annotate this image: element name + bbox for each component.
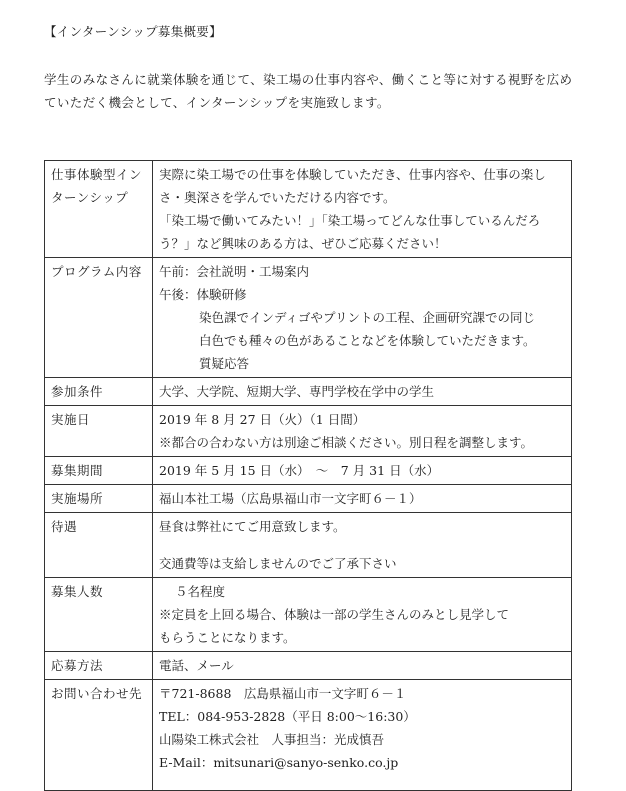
value-line: 昼食は弊社にてご用意致します。 — [159, 519, 346, 534]
contact-tel: TEL：084-953-2828（平日 8:00～16:30） — [159, 709, 416, 724]
value-line: う？」など興味のある方は、ぜひご応募ください！ — [159, 236, 447, 251]
row-period — [45, 457, 572, 485]
row-label: 実施場所 — [45, 485, 153, 513]
value-line: 大学、大学院、短期大学、専門学校在学中の学生 — [159, 384, 435, 399]
row-label: 応募方法 — [45, 652, 153, 680]
value-line: 2019 年 8 月 27 日（火）（1 日間） — [159, 412, 366, 427]
row-value — [153, 578, 572, 652]
row-recruit — [45, 578, 572, 652]
row-contact — [45, 680, 572, 791]
row-value — [153, 513, 572, 578]
row-program — [45, 258, 572, 378]
intro-paragraph — [44, 68, 592, 114]
row-job-experience — [45, 161, 572, 258]
row-label: 募集人数 — [45, 578, 153, 652]
value-line: 2019 年 5 月 15 日（水） ～ 7 月 31 日（水） — [159, 463, 440, 478]
spacer — [159, 774, 566, 788]
row-label: 待遇 — [45, 513, 153, 578]
value-line: ５名程度 — [175, 584, 226, 599]
value-line: ※都合の合わない方は別途ご相談ください。別日程を調整します。 — [159, 435, 534, 450]
intro-line: ていただく機会として、インターンシップを実施致します。 — [44, 95, 390, 110]
row-value — [153, 406, 572, 457]
row-value — [153, 680, 572, 791]
row-label — [45, 161, 153, 258]
row-label: 参加条件 — [45, 378, 153, 406]
value-line: 福山本社工場（広島県福山市一文字町６－１） — [159, 491, 422, 506]
row-place — [45, 485, 572, 513]
contact-email: E-Mail：mitsunari@sanyo-senko.co.jp — [159, 755, 399, 770]
value-line: 実際に染工場での仕事を体験していただき、仕事内容や、仕事の楽し — [159, 167, 546, 182]
document-heading: 【インターンシップ募集概要】 — [44, 24, 222, 39]
contact-address: 〒721-8688 広島県福山市一文字町６－１ — [159, 686, 407, 701]
value-line: さ・奥深さを学んでいただける内容です。 — [159, 190, 396, 205]
value-line: 電話、メール — [159, 658, 234, 673]
row-value — [153, 485, 572, 513]
row-treatment — [45, 513, 572, 578]
row-label: プログラム内容 — [45, 258, 153, 378]
value-line: ※定員を上回る場合、体験は一部の学生さんのみとし見学して — [159, 607, 510, 622]
value-line: 白色でも種々の色があることなどを体験していただきます。 — [199, 333, 536, 348]
row-date — [45, 406, 572, 457]
intro-line: 学生のみなさんに就業体験を通じて、染工場の仕事内容や、働くこと等に対する視野を広め — [44, 72, 573, 87]
row-value — [153, 378, 572, 406]
spacer — [159, 538, 566, 552]
row-apply — [45, 652, 572, 680]
internship-info-table — [44, 160, 572, 791]
row-value — [153, 652, 572, 680]
value-line: 質疑応答 — [199, 356, 250, 371]
label-line: ターンシップ — [51, 190, 129, 205]
row-label: 実施日 — [45, 406, 153, 457]
value-line: 交通費等は支給しませんのでご了承下さい — [159, 556, 397, 571]
value-line: 「染工場で働いてみたい！」「染工場ってどんな仕事しているんだろ — [159, 213, 541, 228]
value-line: 午前：会社説明・工場案内 — [159, 264, 310, 279]
row-label: お問い合わせ先 — [45, 680, 153, 791]
value-line: 染色課でインディゴやプリントの工程、企画研究課での同じ — [199, 310, 536, 325]
value-line: 午後：体験研修 — [159, 287, 247, 302]
row-eligibility — [45, 378, 572, 406]
label-line: 仕事体験型イン — [51, 167, 143, 182]
row-label: 募集期間 — [45, 457, 153, 485]
row-value — [153, 161, 572, 258]
value-line: もらうことになります。 — [159, 630, 296, 645]
row-value — [153, 258, 572, 378]
row-value — [153, 457, 572, 485]
contact-company: 山陽染工株式会社 人事担当：光成慎吾 — [159, 732, 385, 747]
